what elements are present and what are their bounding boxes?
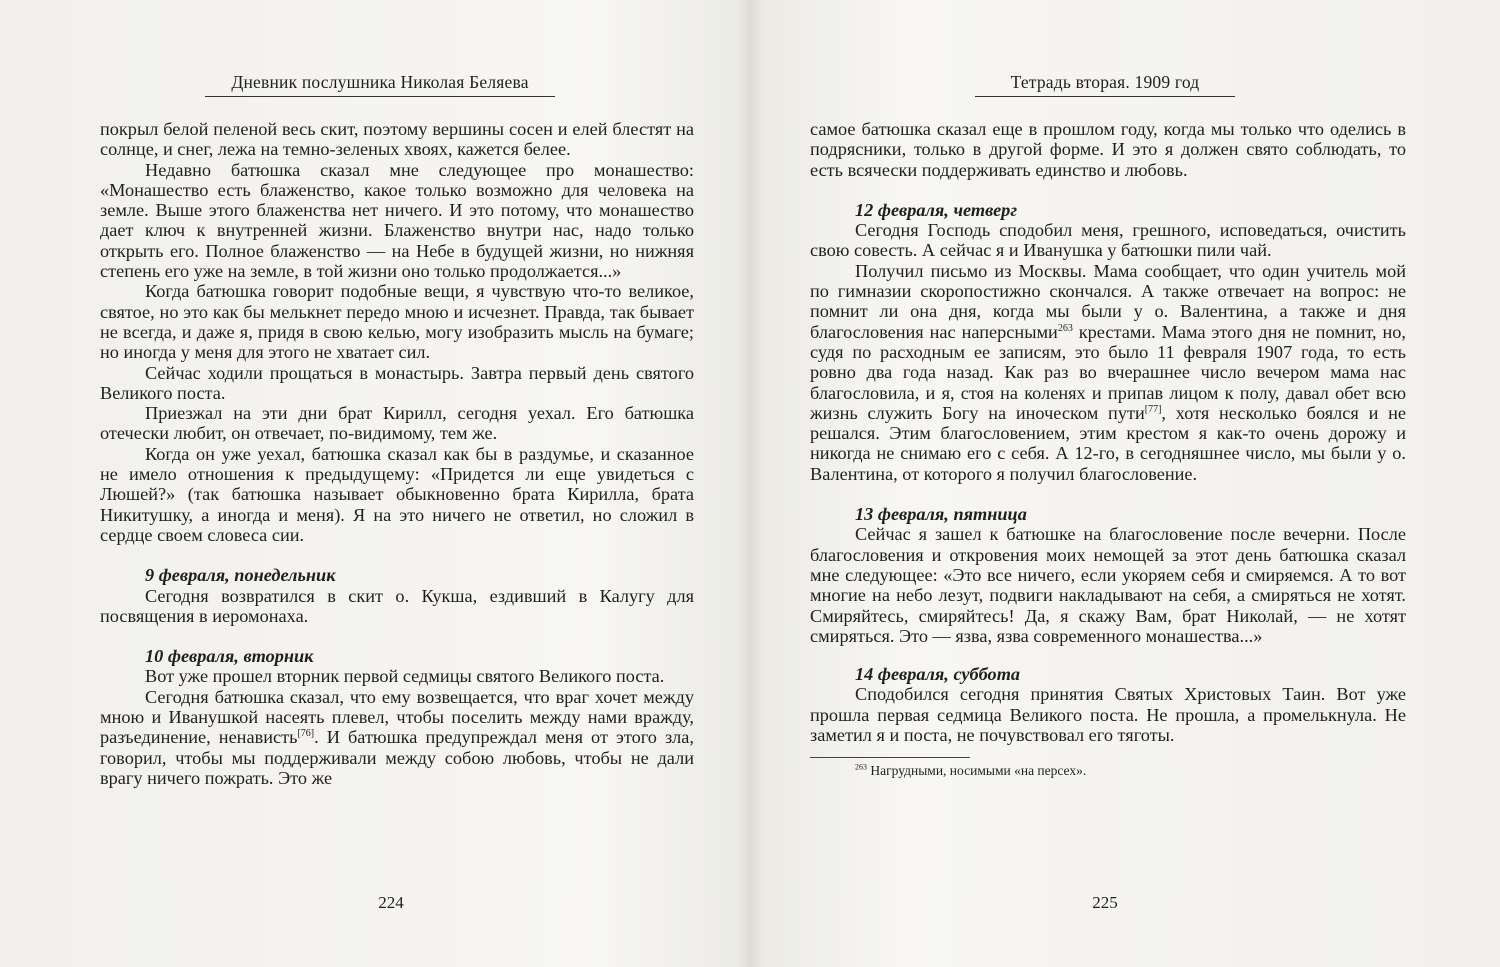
paragraph: Сейчас я зашел к батюшке на благословение после вечерни. После благословения и откровения моих немощей за этот день батюшка сказал мне следующее: «Это все ничего, если укоряем себя и смиряемся. А то вот многие на небо лезут, подвиги накладывают на себя, а смиряться не хотят. Смиряйтесь, смиряйтесь! Да, я скажу Вам, брат Николай, — не хотят смиряться. Это — язва, язва современного монашества...»: [810, 524, 1406, 646]
footnote-divider: [810, 757, 970, 758]
footnote-ref: [76]: [297, 728, 315, 740]
paragraph: Сейчас ходили прощаться в монастырь. Завтра первый день святого Великого поста.: [100, 362, 694, 403]
running-head-left: Дневник послушника Николая Беляева: [205, 72, 555, 97]
entry-date: 12 февраля, четверг: [855, 199, 1018, 220]
entry-date: 14 февраля, суббота: [855, 664, 1021, 685]
spacer: [810, 646, 1406, 664]
entry-date: 10 февраля, вторник: [145, 646, 314, 667]
spacer: [100, 545, 694, 565]
page-number-right: 225: [1092, 893, 1118, 912]
paragraph-text: крестами. Мама этого дня не помнит, но, судя по расходным ее записям, это было 11 февраля 1907 года, то есть ровно два года назад. Как раз во вчерашнее число вечером мама нас благословила, и я, стоя на коленях и припав лицом к полу, давал обет всю жизнь служить Богу на иноческом пути: [810, 321, 1407, 423]
footnote-ref: 263: [1057, 322, 1073, 334]
spacer: [810, 180, 1406, 200]
paragraph: Приезжал на эти дни брат Кирилл, сегодня уехал. Его батюшка отечески любит, он отвечает, по-видимому, тем же.: [100, 403, 694, 444]
paragraph: [100, 687, 694, 788]
paragraph: Когда он уже уехал, батюшка сказал как бы в раздумье, и сказанное не имело отношения к предыдущему: «Придется ли еще увидеться с Люшей?» (так батюшка называет обыкновенно брата Кирилла, брата Никитушку, а иногда и меня). Я на это ничего не ответил, но сложил в сердце своем словеса сии.: [100, 443, 694, 545]
entry-date: 9 февраля, понедельник: [145, 565, 336, 586]
paragraph: [810, 261, 1406, 484]
paragraph: самое батюшка сказал еще в прошлом году, когда мы только что оделись в подрясники, только в другой форме. И это я должен свято соблюдать, то есть всячески поддерживать единство и любовь.: [810, 119, 1406, 180]
paragraph: Вот уже прошел вторник первой седмицы святого Великого поста.: [145, 666, 665, 687]
running-head-right: Тетрадь вторая. 1909 год: [975, 72, 1235, 97]
paragraph-text: Получил письмо из Москвы. Мама сообщает, что один учитель мой по гимназии скоропостижно скончался. А также отвечает на вопрос: не помнит ли она дня, когда мы были у о. Валентина, а также и дня благословения нас наперсными: [810, 260, 1406, 342]
footnote-ref: [77]: [1144, 403, 1162, 415]
paragraph: Когда батюшка говорит подобные вещи, я чувствую что-то великое, святое, но это как бы мелькнет передо мною и исчезнет. Правда, так бывает не всегда, и даже я, придя в свою келью, могу изобразить мысль на бумаге; но иногда у меня для этого не хватает сил.: [100, 281, 694, 363]
spacer: [100, 626, 694, 646]
paragraph: покрыл белой пеленой весь скит, поэтому вершины сосен и елей блестят на солнце, и снег, лежа на темно-зеленых хвоях, кажется белее.: [100, 119, 694, 160]
paragraph: Сподобился сегодня принятия Святых Христовых Таин. Вот уже прошла первая седмица Великого поста. Не прошла, а промелькнула. Не заметил я и поста, не почувствовал его тяготы.: [810, 684, 1406, 746]
paragraph-text: . И батюшка предупреждал меня от этого зла, говорил, чтобы мы поддерживали между собою любовь, чтобы не дали врагу ничего пожрать. Это же: [100, 727, 694, 788]
left-page-body: [100, 119, 694, 788]
paragraph: Сегодня Господь сподобил меня, грешного, исповедаться, очистить свою совесть. А сейчас я и Иванушка у батюшки пили чай.: [810, 220, 1406, 261]
footnote-text: Нагрудными, носимыми «на персех».: [867, 763, 1087, 779]
right-page: [750, 0, 1500, 967]
paragraph: Недавно батюшка сказал мне следующее про монашество: «Монашество есть блаженство, какое только возможно для человека на земле. Выше этого блаженства нет ничего. И это потому, что монашество дает ключ к внутренней жизни. Блаженство внутри нас, надо только открыть его. Полное блаженство — на Небе в будущей жизни, но нижняя степень его уже на земле, в той жизни оно только продолжается...»: [100, 159, 694, 282]
entry-date: 13 февраля, пятница: [855, 504, 1027, 525]
footnote: [810, 763, 1406, 779]
footnote-mark: 263: [855, 762, 867, 772]
spacer: [810, 484, 1406, 504]
page-number-left: 224: [378, 893, 404, 912]
paragraph-text: , хотя несколько боялся и не решался. Этим благословением, этим крестом я как-то очень дорожу и никогда не снимаю его с себя. А 12-го, в сегодняшнее число, мы были у о. Валентина, от которого я получил благословение.: [810, 402, 1407, 484]
paragraph: Сегодня возвратился в скит о. Кукша, ездивший в Калугу для посвящения в иеромонаха.: [100, 585, 694, 626]
right-page-body: [810, 119, 1406, 779]
paragraph-text: Сегодня батюшка сказал, что ему возвещается, что враг хочет между мною и Иванушкой насеять плевел, чтобы поселить между нами вражду, разъединение, ненависть: [100, 686, 694, 748]
